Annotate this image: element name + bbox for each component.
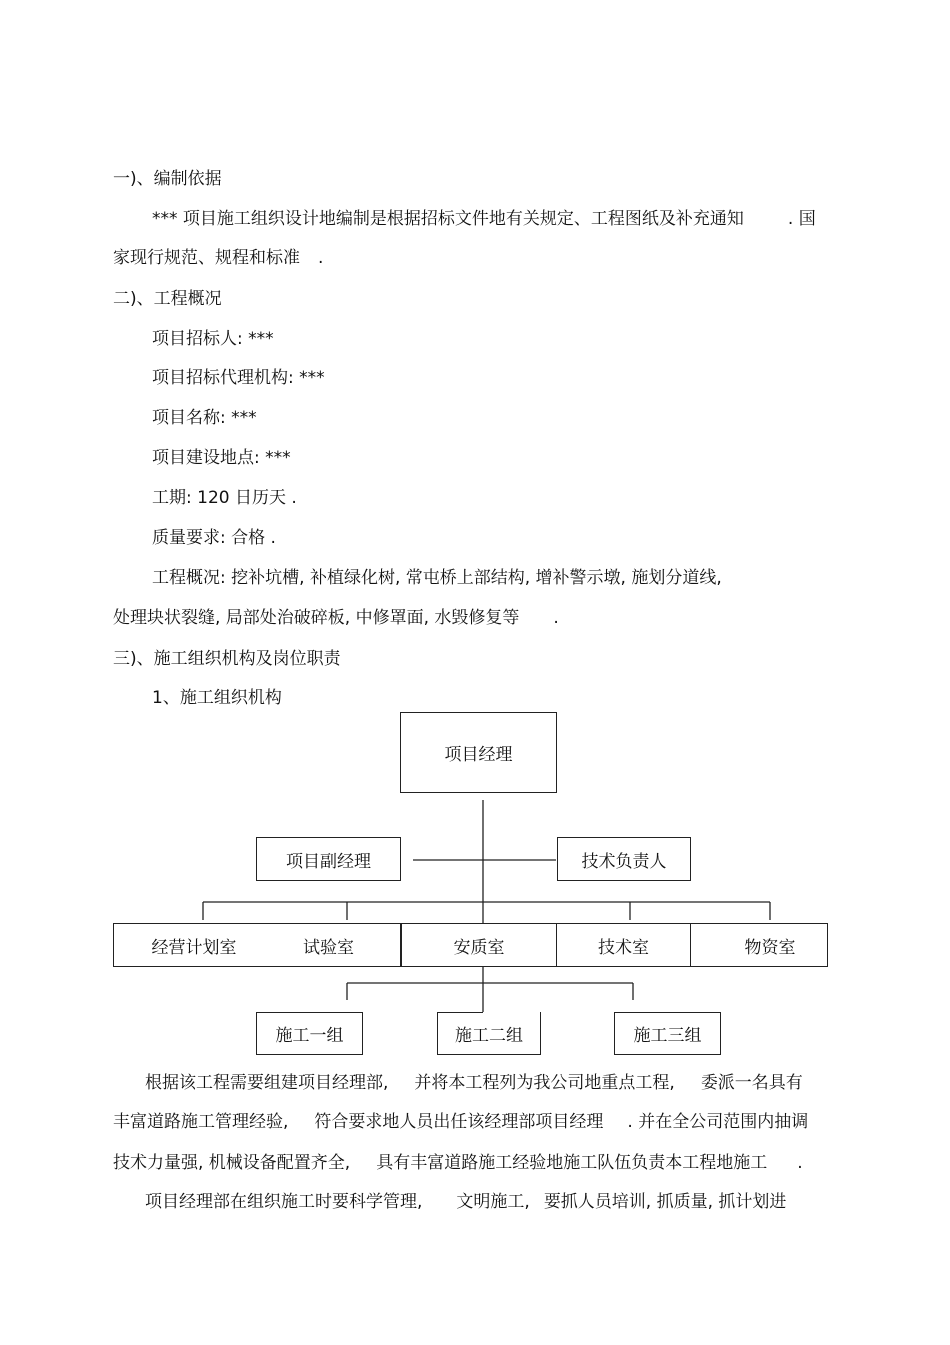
department-box-technical — [556, 923, 691, 967]
mgmt-text-a: 项目经理部在组织施工时要科学管理, — [145, 1192, 423, 1212]
team-box-2 — [437, 1012, 541, 1055]
heading-project-overview: 二)、工程概况 — [113, 289, 222, 309]
team-box-2-top-left-edge — [437, 1012, 483, 1013]
tenderer-line: 项目招标人: *** — [152, 329, 274, 349]
team-label-3: 施工三组 — [633, 1026, 702, 1046]
org-paragraph-line1 — [145, 1072, 803, 1094]
department-box-planning — [113, 923, 258, 967]
heading-compilation-basis: 一)、编制依据 — [113, 169, 222, 189]
duration-line: 工期: 120 日历天 . — [152, 488, 297, 508]
heading-organization: 三)、施工组织机构及岗位职责 — [113, 649, 341, 669]
project-manager-label: 项目经理 — [444, 745, 513, 765]
department-label-planning: 经营计划室 — [151, 937, 237, 958]
department-box-testing — [257, 923, 401, 967]
project-manager-box — [400, 712, 557, 793]
org-text-1a: 根据该工程需要组建项目经理部, — [145, 1073, 389, 1093]
project-name-line: 项目名称: *** — [152, 408, 257, 428]
department-box-safety-quality — [401, 923, 557, 967]
mgmt-text-c: 要抓人员培训, 抓质量, 抓计划进 — [543, 1192, 787, 1212]
location-line: 项目建设地点: *** — [152, 448, 291, 468]
department-label-safety-quality: 安质室 — [453, 937, 505, 958]
org-text-2a: 丰富道路施工管理经验, — [113, 1112, 289, 1132]
overview-line1: 工程概况: 挖补坑槽, 补植绿化树, 常屯桥上部结构, 增补警示墩, 施划分道线, — [152, 568, 722, 588]
basis-text-c: 家现行规范、规程和标准 — [113, 248, 300, 268]
team-label-2: 施工二组 — [455, 1025, 523, 1046]
team-label-1: 施工一组 — [275, 1026, 344, 1046]
department-label-technical: 技术室 — [598, 937, 649, 958]
basis-text-end: . — [318, 248, 324, 268]
team-box-3 — [614, 1012, 721, 1055]
overview-text-end: . — [553, 608, 559, 628]
subheading-org-structure: 1、施工组织机构 — [152, 688, 282, 708]
agency-line: 项目招标代理机构: *** — [152, 368, 325, 388]
basis-text-b: . 国 — [787, 209, 816, 229]
quality-line: 质量要求: 合格 . — [152, 528, 276, 548]
technical-lead-label: 技术负责人 — [581, 851, 667, 872]
department-label-testing: 试验室 — [303, 937, 354, 958]
org-paragraph-line3 — [113, 1152, 803, 1174]
management-paragraph-line — [145, 1191, 786, 1213]
org-text-1b: 并将本工程列为我公司地重点工程, — [414, 1073, 675, 1093]
org-text-1c: 委派一名具有 — [700, 1073, 803, 1093]
department-box-materials — [690, 923, 828, 967]
org-text-3a: 技术力量强, 机械设备配置齐全, — [113, 1153, 351, 1173]
org-text-3b: 具有丰富道路施工经验地施工队伍负责本工程地施工 — [376, 1153, 768, 1173]
department-label-materials: 物资室 — [744, 937, 796, 958]
deputy-manager-box — [256, 837, 401, 881]
org-text-3c: . — [797, 1153, 803, 1173]
org-text-2b: 符合要求地人员出任该经理部项目经理 — [314, 1112, 604, 1132]
deputy-manager-label: 项目副经理 — [286, 851, 371, 872]
team-box-1 — [256, 1012, 363, 1055]
department-row-left-edge — [113, 923, 114, 967]
technical-lead-box — [557, 837, 691, 881]
mgmt-text-b: 文明施工, — [456, 1192, 530, 1212]
overview-text: 处理块状裂缝, 局部处治破碎板, 中修罩面, 水毁修复等 — [113, 608, 520, 628]
org-paragraph-line2 — [113, 1111, 808, 1133]
basis-text-a: *** 项目施工组织设计地编制是根据招标文件地有关规定、工程图纸及补充通知 — [152, 209, 744, 229]
org-text-2c: . 并在全公司范围内抽调 — [627, 1112, 809, 1132]
